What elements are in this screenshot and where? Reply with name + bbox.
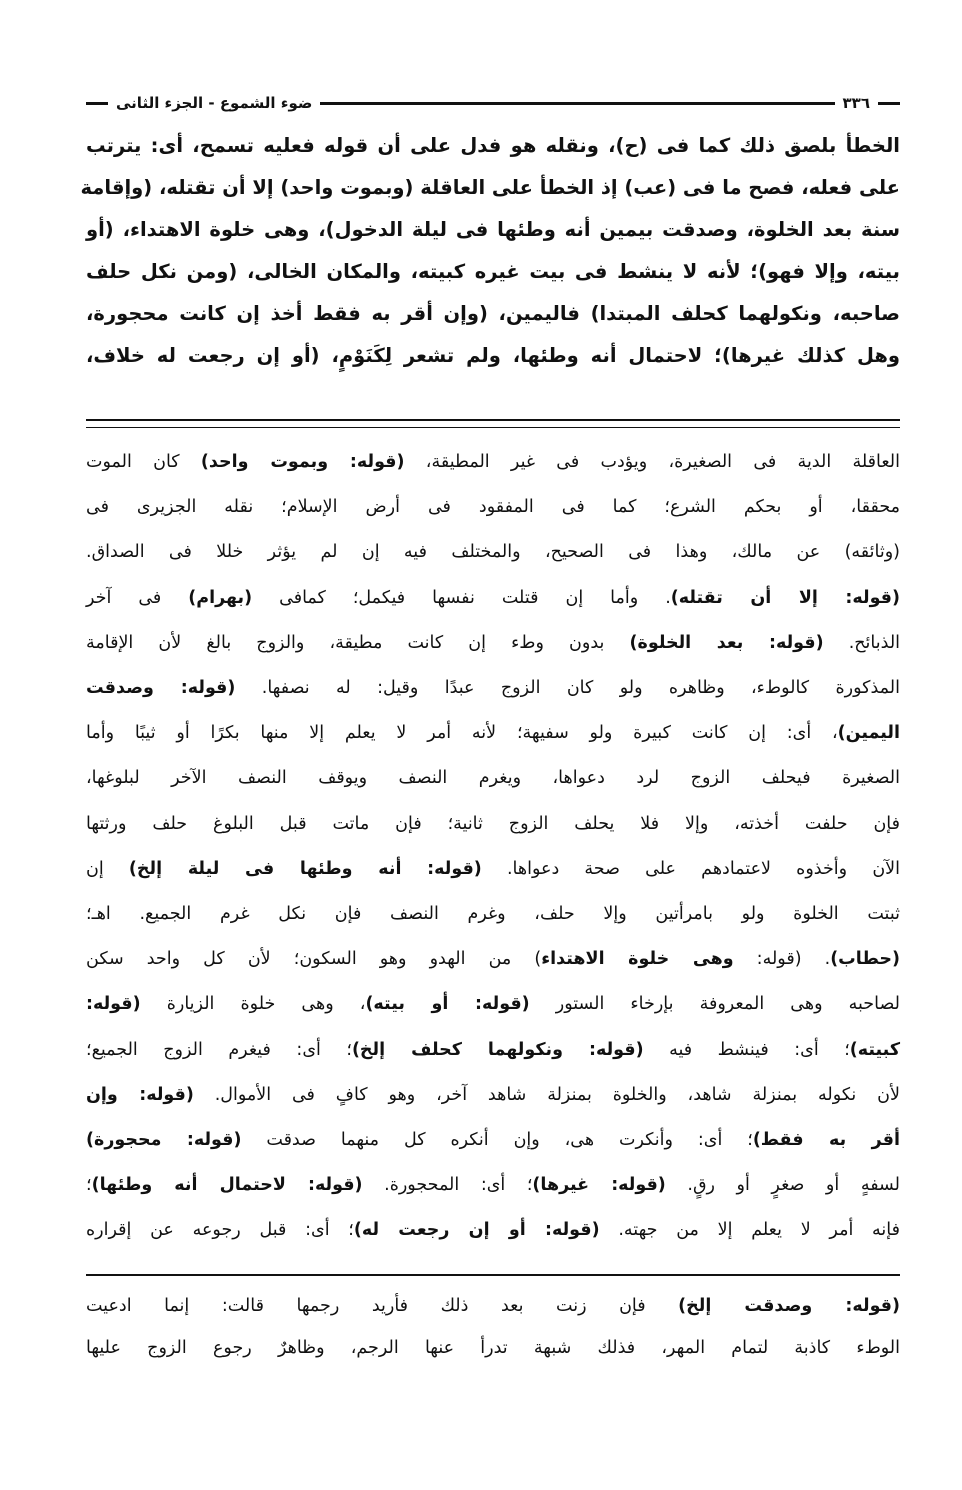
commentary-line xyxy=(86,542,900,562)
text-segment: إن xyxy=(86,858,129,879)
separator-rule xyxy=(86,419,900,421)
text-segment: ، وهى خلوة الزيارة xyxy=(140,994,366,1015)
commentary-line xyxy=(86,768,900,788)
commentary-line xyxy=(86,633,900,653)
commentary-line xyxy=(86,1040,900,1060)
commentary-line xyxy=(86,588,900,608)
quoted-term: اليمين) xyxy=(837,723,900,744)
text-segment: محققا، أو بحكم الشرع؛ كما فى المفقود فى أرض الإسلام؛ نقله الجزيرى فى xyxy=(86,497,900,518)
quoted-term: (قوله: وإن xyxy=(86,1084,194,1105)
text-segment: . (قوله: xyxy=(733,949,831,970)
quoted-term: (قوله: بعد الخلوة) xyxy=(629,632,824,653)
text-segment: فإن حلفت أخذته، وإلا فلا يحلف الزوج ثانية؛ فإن ماتت قبل البلوغ حلف ورثتها xyxy=(86,813,900,834)
text-segment: العاقلة الدية فى الصغيرة، ويؤدب فى غير المطيقة، xyxy=(404,452,900,472)
footnote-rule xyxy=(86,1274,900,1276)
text-segment: فى آخر xyxy=(86,587,189,608)
quoted-term: (قوله: محجورة) xyxy=(86,1130,242,1150)
main-text-line: الخطأ بلصق ذلك كما فى (ح)، ونقله هو فدل على أن قوله فعليه تسمح، أى: يترتب xyxy=(86,134,900,157)
commentary-line xyxy=(86,1175,900,1195)
text-segment: ؛ أى: فيغرم الزوج الجميع؛ xyxy=(86,1039,352,1060)
quoted-term: كبيته) xyxy=(849,1039,900,1060)
quoted-term: (قوله: وصدقت xyxy=(86,678,236,698)
quoted-term: (قوله: أو إن رجعت له) xyxy=(353,1220,600,1241)
quoted-term: (قوله: إلا أن تقتله) xyxy=(670,587,900,608)
header-dash xyxy=(86,102,108,105)
commentary-line xyxy=(86,904,900,924)
text-segment: ؛ xyxy=(86,1175,92,1196)
quoted-term: (حطاب) xyxy=(830,949,900,970)
quoted-term: (قوله: ونكولهما كحلف إلخ) xyxy=(351,1039,644,1060)
text-segment: ؛ أى: وأنكرت هى، وإن أنكره كل منهما صدقت xyxy=(241,1130,753,1150)
text-segment: ؛ أى: فينشط فيه xyxy=(643,1039,850,1060)
main-text-line: بيته، وإلا فهو)؛ لأنه لا ينشط فى بيت غيره كبيته، والمكان الخالى، (ومن نكل حلف xyxy=(86,260,900,283)
commentary-line xyxy=(86,723,900,743)
commentary-line xyxy=(86,814,900,834)
commentary-line xyxy=(86,859,900,879)
commentary-line xyxy=(86,452,900,472)
quoted-term: وهى خلوة الاهتداء xyxy=(541,949,734,970)
text-segment: الوطء كاذبة لتمام المهر، فذلك شبهة تدرأ عنها الرجم، وظاهرٌ رجوع الزوج عليها xyxy=(86,1338,900,1358)
text-segment: الذبائح. xyxy=(823,632,901,653)
quoted-term: (قوله: xyxy=(86,994,141,1015)
text-segment: (وثائقه) عن مالك، وهذا فى الصحيح، والمختلف فيه إن لم يؤثر خللا فى الصداق. xyxy=(86,542,900,563)
main-text-line: سنة بعد الخلوة، وصدقت بيمين أنه وطئها فى ليلة الدخول)، وهى خلوة الاهتداء، (أو xyxy=(86,218,900,241)
commentary-line xyxy=(86,1130,900,1150)
text-segment: بدون وطء إن كانت مطيقة، والزوج بالغ لأن الإقامة xyxy=(86,632,630,653)
text-segment: ، أى: إن كانت كبيرة ولو سفيهة؛ لأنه أمر لا يعلم إلا منها بكرًا أو ثيبًا وأما xyxy=(86,723,838,744)
text-segment: ؛ أى: المحجورة. xyxy=(362,1175,533,1196)
text-segment: ) من الهدو وهو السكون؛ لأن كل واحد سكن xyxy=(86,949,542,970)
quoted-term: (بهرام) xyxy=(188,587,253,608)
commentary-line xyxy=(86,497,900,517)
commentary-line xyxy=(86,1220,900,1240)
main-text-line: صاحبه، ونكولهما كحلف المبتدا) فاليمين، (وإن أقر به فقط أخذ إن كانت محجورة، xyxy=(86,302,900,325)
quoted-term: (قوله: أنه وطئها فى ليلة إلخ) xyxy=(128,858,482,879)
commentary-line xyxy=(86,678,900,698)
text-segment: الآن وأخذوه لاعتمادهم على صحة دعواها. xyxy=(481,858,901,879)
commentary-line xyxy=(86,949,900,969)
text-segment: فإن زنت بعد ذلك فأريد رجمها قالت: إنما ادعيت xyxy=(86,1296,679,1316)
main-text-line: وهل كذلك غيرها)؛ لاحتمال أنه وطئها، ولم تشعر لِكَنَوْمٍ، (أو إن رجعت له خلاف، xyxy=(86,344,900,367)
footnote-line xyxy=(86,1338,900,1358)
quoted-term: (قوله: غيرها) xyxy=(532,1175,666,1196)
running-header xyxy=(86,90,900,116)
text-segment: لسفهٍ أو صغرٍ أو رقٍ. xyxy=(665,1175,900,1196)
main-text-line: على فعله، فصح ما فى (عب) إذ الخطأ على العاقلة (وبموت واحد) إلا أن تقتله، (وإقامة xyxy=(80,176,900,199)
book-title: ضوء الشموع - الجزء الثانى xyxy=(116,94,313,112)
text-segment: فإنه أمر لا يعلم إلا من جهته. xyxy=(599,1220,900,1241)
text-segment: المذكورة كالوطء، وظاهره ولو كان الزوج عبدًا وقيل: له نصفها. xyxy=(235,678,900,698)
text-segment: . وأما إن قتلت نفسها فيكمل؛ كمافى xyxy=(252,587,671,608)
text-segment: ثبتت الخلوة ولو بامرأتين وإلا حلف، وغرم النصف فإن نكل غرم الجميع. اهـ؛ xyxy=(86,904,900,924)
separator-rule xyxy=(86,427,900,428)
text-segment: لأن نكوله بمنزلة شاهد، والخلوة بمنزلة شاهد آخر، وهو كافٍ فى الأموال. xyxy=(193,1084,900,1105)
quoted-term: (قوله: لاحتمال أنه وطئها) xyxy=(91,1175,363,1196)
text-segment: لصاحبه وهى المعروفة بإرخاء الستور xyxy=(529,994,900,1015)
quoted-term: أقر به فقط) xyxy=(752,1130,900,1150)
commentary-line xyxy=(86,994,900,1014)
footnote-line xyxy=(86,1296,900,1316)
header-dash xyxy=(878,102,900,105)
quoted-term: (قوله: وصدقت إلخ) xyxy=(678,1296,900,1316)
quoted-term: (قوله: وبموت واحد) xyxy=(200,452,405,472)
quoted-term: (قوله: أو بيته) xyxy=(365,994,530,1015)
header-rule xyxy=(320,102,834,105)
page-number: ٣٣٦ xyxy=(842,94,870,112)
text-segment: الصغيرة فيحلف الزوج لرد دعواها، ويغرم النصف ويوقف النصف الآخر لبلوغها، xyxy=(86,768,900,789)
commentary-line xyxy=(86,1085,900,1105)
text-segment: ؛ أى: قبل رجوعه عن إقراره xyxy=(86,1220,354,1241)
text-segment: كان الموت xyxy=(86,452,201,472)
